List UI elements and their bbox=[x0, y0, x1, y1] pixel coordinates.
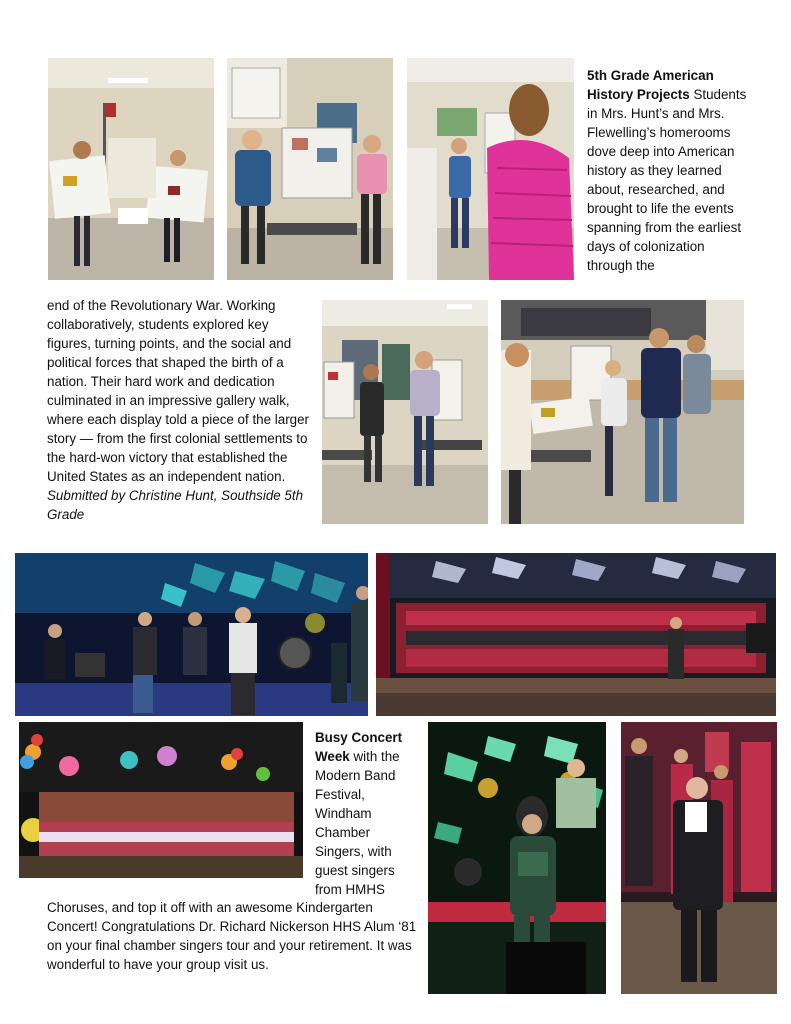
photo-students-with-posters bbox=[48, 58, 214, 280]
photo-students-at-display-board bbox=[227, 58, 393, 280]
history-heading: 5th Grade American History Projects bbox=[587, 68, 714, 102]
history-intro-block bbox=[587, 66, 747, 275]
history-continued-block bbox=[47, 296, 315, 524]
photo-singer-on-stage bbox=[428, 722, 606, 994]
concert-intro-block bbox=[315, 728, 415, 899]
photo-kindergarten-concert bbox=[19, 722, 303, 878]
photo-student-in-pink-jacket bbox=[407, 58, 574, 280]
history-body-part2: end of the Revolutionary War. Working collaboratively, students explored key figures, turning points, and the social and political forces that shaped the birth of a nation. Their hard work and dedication culminated in an impressive gallery walk, where each display told a piece of the larger story — from the first colonial settlements to the hard-won victory that established the United States as an independent nation. bbox=[47, 298, 310, 484]
photo-modern-band-performance bbox=[15, 553, 368, 716]
concert-body-part2: Choruses, and top it off with an awesome Kindergarten Concert! Congratulations Dr. Richard Nickerson HHS Alum ‘81 on your final chamber singers tour and your retirement. It was wonderful to have your group visit us. bbox=[47, 900, 417, 972]
photo-conductor-with-choir bbox=[621, 722, 777, 994]
photo-chamber-singers-choir bbox=[376, 553, 776, 716]
photo-parents-viewing-projects bbox=[501, 300, 744, 524]
concert-heading: Busy Concert Week bbox=[315, 730, 403, 764]
history-body-part1: Students in Mrs. Hunt’s and Mrs. Flewelling’s homerooms dove deep into American history as they learned about, researched, and brought to life the events spanning from the earliest days of colonization through the bbox=[587, 87, 747, 273]
photo-gallery-walk-visitors bbox=[322, 300, 488, 524]
history-credit: Submitted by Christine Hunt, Southside 5th Grade bbox=[47, 488, 304, 522]
concert-body-part1: with the Modern Band Festival, Windham Chamber Singers, with guest singers from HMHS bbox=[315, 749, 400, 897]
concert-continued-block bbox=[47, 898, 425, 974]
